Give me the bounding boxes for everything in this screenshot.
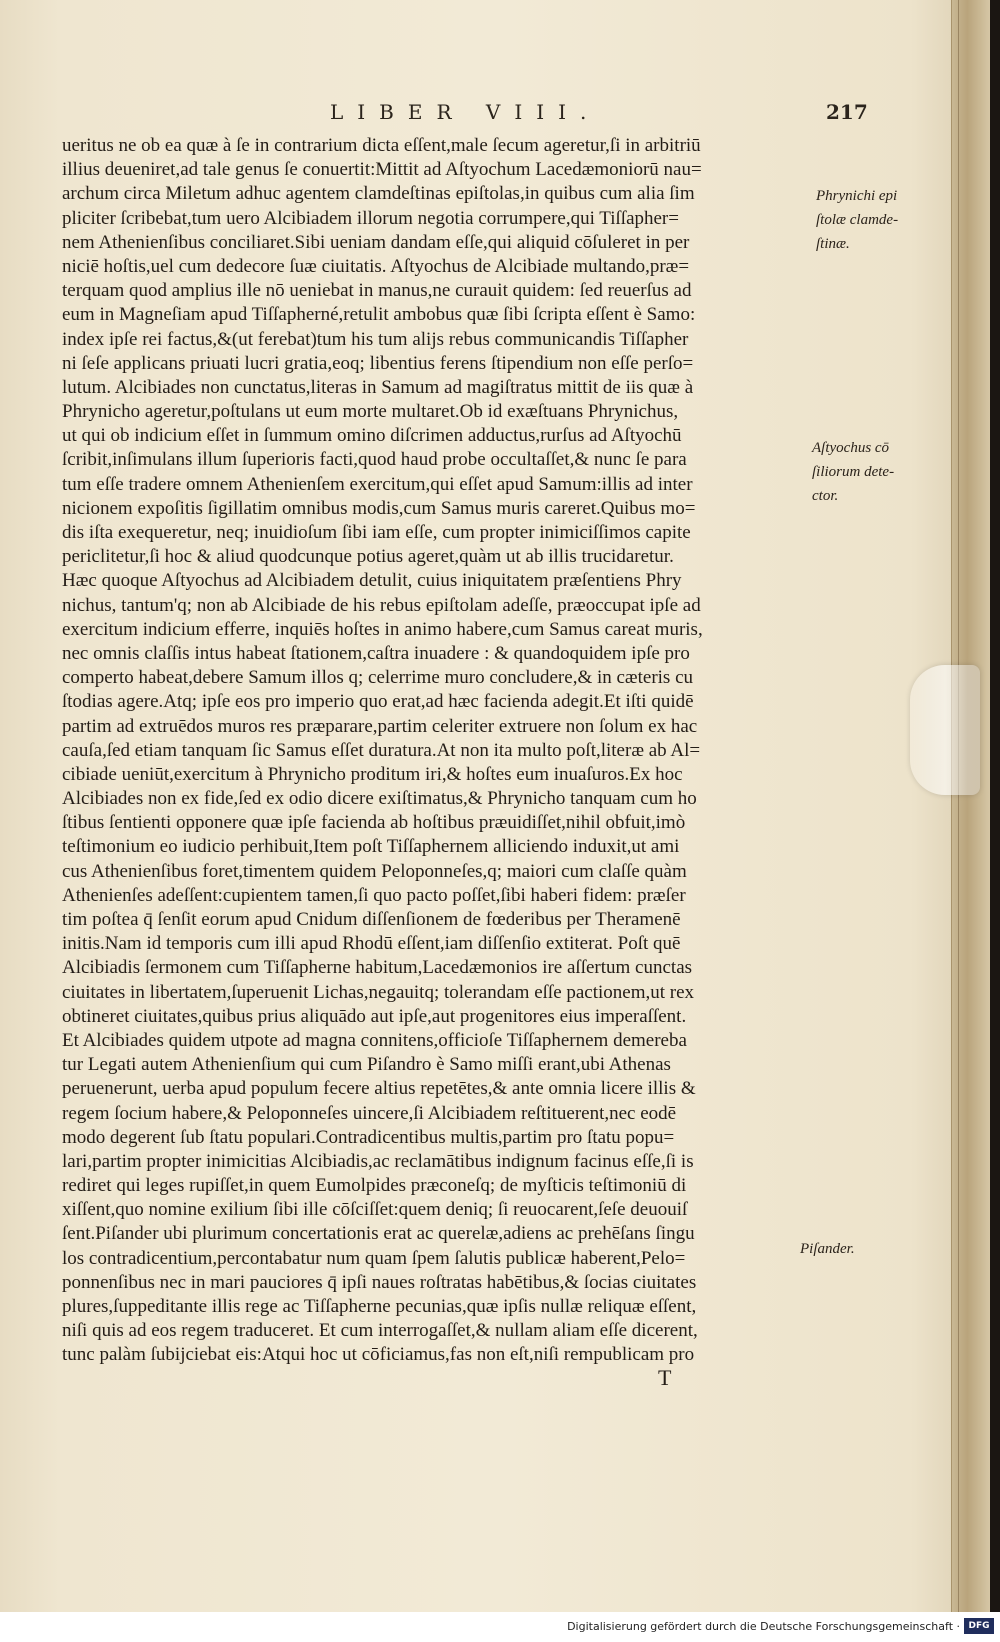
catchword: T: [658, 1365, 672, 1390]
text-line: Hæc quoque Aſtyochus ad Alcibiadem detulit, cuius iniquitatem præſentiens Phry: [62, 570, 682, 592]
marginal-line: Piſander.: [800, 1241, 855, 1257]
marginal-note-astyochus: [812, 436, 894, 508]
text-line: Athenienſes adeſſent:cupientem tamen,ſi quo pacto poſſet,ſibi haberi fidem: præſer: [62, 884, 686, 906]
funding-credit: Digitalisierung gefördert durch die Deutsche Forschungsgemeinschaft ·: [567, 1620, 960, 1633]
text-line: comperto habeat,debere Samum illos q; celerrime muro concludere,& in cæteris cu: [62, 667, 693, 689]
body-text: [62, 134, 812, 1368]
text-line: exercitum indicium efferre, inquiēs hoſtes in animo habere,cum Samus careat muris,: [62, 618, 703, 640]
text-line: index ipſe rei factus,&(ut ferebat)tum his tum alijs rebus communicandis Tiſſapher: [62, 328, 689, 350]
marginal-line: ctor.: [812, 488, 839, 504]
text-line: ſtodias agere.Atq; ipſe eos pro imperio quo erat,ad hæc facienda adegit.Et iſti quidē: [62, 691, 694, 713]
text-line: nec omnis claſſis intus habeat ſtationem,caſtra inuadere : & quandoquidem ipſe pro: [62, 642, 690, 664]
text-line: eum in Magneſiam apud Tiſſapherné,retulit ambobus quæ ſibi ſcripta eſſent è Samo:: [62, 304, 696, 326]
dfg-logo: DFG: [964, 1618, 994, 1634]
running-head: LIBER VIII.: [330, 100, 601, 124]
text-line: illius deueniret,ad tale genus ſe conuertit:Mittit ad Aſtyochum Lacedæmoniorū nau=: [62, 159, 702, 181]
text-line: terquam quod amplius ille nō ueniebat in manus,ne curauit quidem: ſed reuerſus ad: [62, 280, 692, 302]
text-line: ueritus ne ob ea quæ à ſe in contrarium dicta eſſent,male ſecum ageretur,ſi in arbitriū: [62, 135, 701, 156]
text-line: los contradicentium,percontabatur num quam ſpem ſalutis publicæ haberent,Pelo=: [62, 1247, 686, 1269]
text-line: lari,partim propter inimicitias Alcibiadis,ac reclamātibus indignum facinus eſſe,ſi is: [62, 1150, 694, 1172]
plastic-clip: [910, 665, 980, 795]
text-line: lutum. Alcibiades non cunctatus,literas in Samum ad magiſtratus mittit de iis quæ à: [62, 376, 694, 398]
text-line: ponnenſibus nec in mari pauciores q̄ ipſi naues roſtratas habētibus,& ſocias ciuitates: [62, 1271, 697, 1293]
text-line: archum circa Miletum adhuc agentem clamdeſtinas epiſtolas,in quibus cum alia ſim: [62, 183, 695, 205]
text-line: ni ſeſe applicans priuati lucri gratia,eoq; libentius ferens ſtipendium non eſſe perſo=: [62, 352, 694, 374]
marginal-line: ſtinæ.: [816, 236, 850, 252]
page-header: [0, 100, 990, 128]
text-line: rediret qui leges rupiſſet,in quem Eumolpides præconeſq; de myſticis teſtimoniū di: [62, 1175, 687, 1197]
text-line: Et Alcibiades quidem utpote ad magna connitens,officioſe Tiſſaphernem demereba: [62, 1029, 687, 1051]
text-line: teſtimonium eo iudicio perhibuit,Item poſt Tiſſaphernem alliciendo induxit,ut ami: [62, 836, 680, 858]
text-line: partim ad extruēdos muros res præparare,partim celeriter extruere non ſolum ex hac: [62, 715, 698, 737]
marginal-note-phrynichi: [816, 184, 898, 256]
text-line: niciē hoſtis,uel cum dedecore ſuæ ciuitatis. Aſtyochus de Alcibiade multando,præ=: [62, 255, 690, 277]
text-line: tunc palàm ſubijciebat eis:Atqui hoc ut cōficiamus,fas non eſt,niſi rempublicam pro: [62, 1344, 695, 1366]
text-line: pliciter ſcribebat,tum uero Alcibiadem illorum negotia corrumpere,qui Tiſſapher=: [62, 207, 679, 229]
text-line: peruenerunt, uerba apud populum fecere altius repetētes,& ante omnia licere illis &: [62, 1078, 696, 1100]
text-line: tim poſtea q̄ ſenſit eorum apud Cnidum diſſenſionem de fœderibus per Theramenē: [62, 909, 681, 930]
text-line: nichus, tantum'q; non ab Alcibiade de his rebus epiſtolam adeſſe, præoccupat ipſe ad: [62, 594, 701, 616]
text-line: niſi quis ad eos regem traduceret. Et cum interrogaſſet,& nullam aliam eſſe dicerent,: [62, 1320, 698, 1342]
text-line: obtineret ciuitates,quibus prius aliquādo aut ipſe,aut progenitores eius imperaſſent.: [62, 1005, 687, 1027]
text-line: cibiade ueniūt,exercitum à Phrynicho proditum iri,& hoſtes eum inuaſuros.Ex hoc: [62, 763, 683, 785]
page-edge: [951, 0, 990, 1612]
text-line: ut qui ob indicium eſſet in ſummum omino diſcrimen adductus,rurſus ad Aſtyochū: [62, 425, 682, 447]
text-line: ſcribit,inſimulans illum ſuperioris facti,quod haud probe occultaſſet,& nunc ſe para: [62, 449, 687, 471]
digitization-footer: [0, 1612, 1000, 1642]
page-number: 217: [826, 100, 868, 124]
marginal-line: ſtolæ clamde-: [816, 212, 899, 228]
text-line: ſent.Piſander ubi plurimum concertationis erat ac querelæ,adiens ac prehēſans ſingu: [62, 1223, 695, 1245]
text-line: nicionem expoſitis ſigillatim omnibus modis,cum Samus muris careret.Quibus mo=: [62, 497, 696, 519]
text-line: Alcibiades non ex fide,ſed ex odio dicere exiſtimatus,& Phrynicho tanquam cum ho: [62, 788, 697, 810]
text-line: periclitetur,ſi hoc & aliud quodcunque potius ageret,quàm ut ab illis trucidaretur.: [62, 546, 674, 568]
marginal-line: ſiliorum dete-: [812, 464, 895, 480]
text-line: initis.Nam id temporis cum illi apud Rhodū eſſent,iam diſſenſio extiterat. Poſt quē: [62, 933, 681, 955]
marginal-line: Phrynichi epi: [816, 188, 898, 204]
text-line: nem Athenienſibus conciliaret.Sibi ueniam dandam eſſe,qui aliquid cōſuleret in per: [62, 231, 690, 253]
text-line: Alcibiadis ſermonem cum Tiſſapherne habitum,Lacedæmonios ire aſſertum cunctas: [62, 957, 693, 979]
text-line: ſtibus ſentienti opponere quæ ipſe facienda ab hoſtibus præuidiſſet,nihil obfuit,imò: [62, 812, 686, 834]
text-line: xiſſent,quo nomine exilium ſibi ille cōſciſſet:quem deniq; ſi reuocarent,ſeſe deuouiſ: [62, 1199, 688, 1221]
text-line: dis iſta exequeretur, neq; inuidioſum ſibi iam eſſe, cum propter inimiciſſimos capite: [62, 522, 691, 543]
text-line: regem ſocium habere,& Peloponneſes uincere,ſi Alcibiadem reſtituerent,nec eodē: [62, 1102, 677, 1124]
text-line: ciuitates in libertatem,ſuperuenit Lichas,negauitq; tolerandam eſſe pactionem,ut rex: [62, 981, 695, 1003]
text-line: tur Legati autem Athenienſium qui cum Piſandro è Samo miſſi erant,ubi Athenas: [62, 1054, 671, 1076]
marginal-note-pisander: [800, 1237, 855, 1261]
text-line: cus Athenienſibus foret,timentem quidem Peloponneſes,q; maiori cum claſſe quàm: [62, 860, 687, 882]
marginal-line: Aſtyochus cō: [812, 440, 890, 456]
text-line: cauſa,ſed etiam tanquam ſic Samus eſſet duratura.At non ita multo poſt,literæ ab Al=: [62, 739, 701, 761]
text-line: tum eſſe tradere omnem Athenienſem exercitum,qui eſſet apud Samum:illis ad inter: [62, 473, 693, 495]
text-line: Phrynicho ageretur,poſtulans ut eum morte multaret.Ob id exæſtuans Phrynichus,: [62, 401, 679, 423]
text-line: modo degerent ſub ſtatu populari.Contradicentibus multis,partim pro ſtatu popu=: [62, 1126, 675, 1148]
text-line: plures,ſuppeditante illis rege ac Tiſſapherne pecunias,quæ ipſis nullæ reliquæ eſſent,: [62, 1296, 697, 1317]
